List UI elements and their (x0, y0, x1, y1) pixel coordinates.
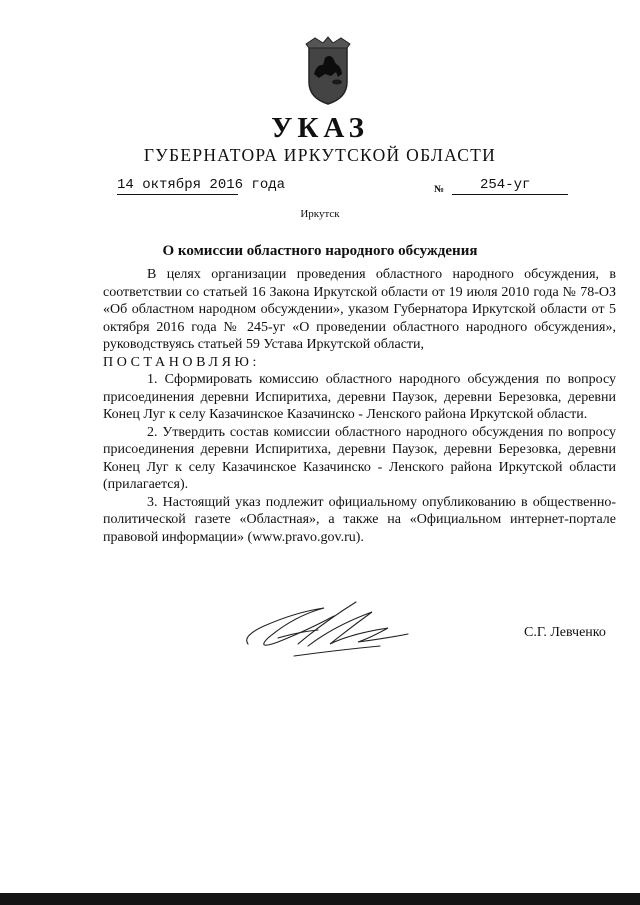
list-item: 3. Настоящий указ подлежит официальному опубликованию в общественно-политической газете «Областная», а также на «Официальном интернет-портале правовой информации» (www.pravo.gov.ru). (103, 494, 616, 545)
decree-number: 254-уг (480, 177, 531, 193)
handwritten-signature-icon (238, 594, 410, 664)
list-item: 2. Утвердить состав комиссии областного народного обсуждения по вопросу присоединения деревни Испиритиха, деревни Паузок, деревни Березовка, деревни Конец Луг к селу Казачинское Казачинско - Ленского района Иркутской области (прилагается). (103, 424, 616, 492)
number-underline (452, 194, 568, 195)
city-name: Иркутск (300, 208, 340, 220)
decree-body (103, 266, 616, 546)
scan-edge-bar (0, 893, 640, 905)
list-item: 1. Сформировать комиссию областного народного обсуждения по вопросу присоединения деревни Испиритиха, деревни Паузок, деревни Березовка, деревни Конец Луг к селу Казачинское Казачинско - Ленского района Иркутской области. (103, 372, 616, 422)
document-subtitle: ГУБЕРНАТОРА ИРКУТСКОЙ ОБЛАСТИ (143, 145, 497, 165)
decree-heading: О комиссии областного народного обсуждения (162, 243, 478, 259)
preamble-paragraph: В целях организации проведения областного народного обсуждения, в соответствии со статьей 16 Закона Иркутской области от 19 июля 2010 года № 78-ОЗ «Об областном народном обсуждении», указом Губернатора Иркутской области от 5 октября 2016 года № 245-уг «О проведении областного народного обсуждения», руководствуясь статьей 59 Устава Иркутской области, (103, 267, 616, 352)
decree-date: 14 октября 2016 года (117, 177, 286, 193)
coat-of-arms-icon (303, 36, 353, 106)
date-underline (117, 194, 238, 195)
signer-name: С.Г. Левченко (524, 625, 606, 640)
document-title: УКАЗ (271, 112, 369, 144)
decree-word: ПОСТАНОВЛЯЮ: (103, 354, 261, 370)
number-label: № (434, 184, 445, 195)
